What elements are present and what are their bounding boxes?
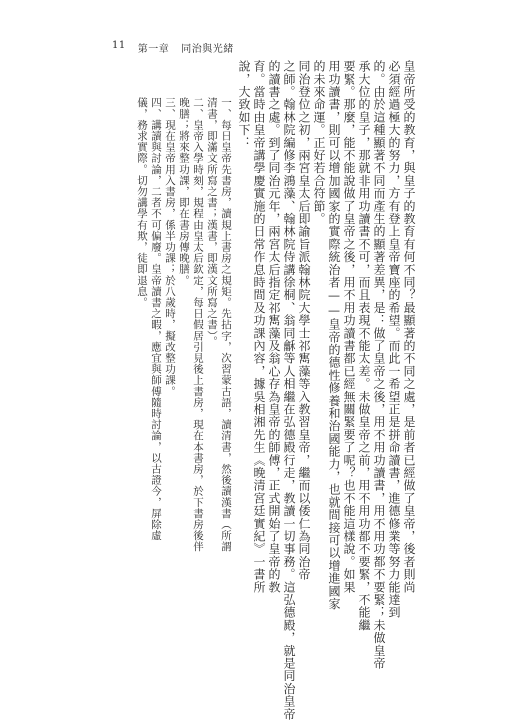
page-header <box>112 40 234 55</box>
numbered-list-column: 晚膳；將來整功課，即在書房傳晚膳。 <box>178 97 190 286</box>
numbered-list-column: 三、現在皇帝用入書房，係半功課；於八歲時，擬改整功課。 <box>164 97 176 397</box>
body-text-column: 說，大致如下： <box>237 60 251 149</box>
body-text-column: 皇帝所受的教育，與皇子的教育有何不同？最顯著的不同之處，是前者已經做了皇帝，後者則尚 <box>402 60 416 594</box>
numbered-list-column: 清書，即滿文所寫之書；漢書，即漢文所寫之書）。 <box>206 97 218 348</box>
numbered-list-column: 四、講讀與討論，二者不可偏廢。皇帝讀書之暇，應宜與師傅隨時討論，以古證今，屏除虛 <box>150 97 162 541</box>
body-text-column: 必須經過極大的努力，方有登上皇帝寶座的希望。而此一希望正是拼命讀書，進德修業等努力能達到 <box>387 60 401 619</box>
body-text-column: 的未來命運。正好若合符節。 <box>312 60 326 226</box>
numbered-list-column: 二、皇帝入學時刻，規程由皇太后欽定，每日假居引見後上書房，現在本書房，於下書房後伴 <box>192 97 204 553</box>
chapter-title: 同治與光緒 <box>181 44 234 55</box>
numbered-list-column: 儀，務求實際。切勿講學有欺，徒即退息。 <box>136 97 148 308</box>
chapter-label: 第一章 <box>137 44 170 55</box>
body-text-column: 育。當時由皇帝講學慶實施的日常作息時間及功課內容，據吳相湘先生《晚清宮廷實紀》一書所 <box>252 60 266 594</box>
body-text-column: 同治登位之初，兩宮皇太后即諭旨派翰林院大學士祁寯藻等入教習皇帝，繼而以倭仁為同治帝 <box>297 60 311 581</box>
numbered-list-column: 一、每日皇帝先書房，讀規上書房之規矩。先拈字，次習蒙古語，讀清書，然後讀漢書（所謂 <box>220 97 232 553</box>
body-text-column: 用功讀書，則可以增加國家的實際統治者——皇帝的德性修養和治國能力，也就間接可以增進國家 <box>327 60 341 611</box>
page-number: 11 <box>112 40 126 51</box>
body-text-column: 之師。翰林院編修李鴻藻、翰林院侍講徐桐、翁同龢等人相繼在弘德殿行走，教讀一切事務。這弘德殿，就是同治皇帝 <box>282 60 296 720</box>
body-text-column: 承大位的皇子，那就非用功讀書不可，而且表現不能太差。未做皇帝之前，用不用功都不要緊，不能繼 <box>357 60 371 632</box>
body-text-column: 要緊。那麼，能不能說做了皇帝之後，用不用功讀書都已經無關緊要了呢？也不能這樣說。如果 <box>342 60 356 594</box>
body-text-column: 的。由於這種顯著不同而產生的顯著差異，是：做了皇帝之後，用不用功讀書，用不用功都不要緊；未做皇帝 <box>372 60 386 670</box>
body-text-column: 的讀書之處。到了同治元年，兩宮太后指定祁寯藻及翁心存為皇帝的師傅，正式開始了皇帝的教 <box>267 60 281 594</box>
